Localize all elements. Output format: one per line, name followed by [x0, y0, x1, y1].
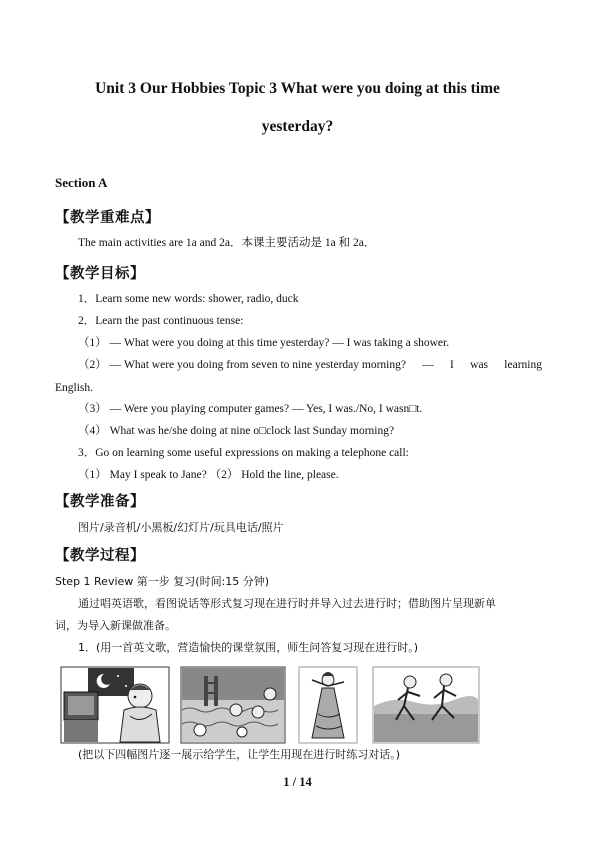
preparation-text: 图片/录音机/小黑板/幻灯片/玩具电话/照片	[78, 521, 284, 534]
illustrations-caption: (把以下四幅图片逐一展示给学生，让学生用现在进行时练习对话。)	[78, 748, 401, 761]
objective-item-1: 1．Learn some new words: shower, radio, duck	[78, 293, 299, 305]
swimming-pool-picture	[180, 666, 286, 744]
objective-sub-2-part: I	[450, 359, 454, 371]
objective-sub-5: （1） May I speak to Jane? （2） Hold the line, please.	[78, 469, 339, 481]
objective-item-3: 3．Go on learning some useful expressions on making a telephone call:	[78, 447, 409, 459]
heading-key-points: 【教学重难点】	[55, 210, 160, 226]
children-running-picture	[372, 666, 480, 744]
page-number: 1 / 14	[283, 775, 312, 789]
heading-objectives: 【教学目标】	[55, 266, 145, 282]
objective-sub-2	[78, 358, 542, 373]
objective-sub-2-part: —	[422, 359, 434, 371]
objective-sub-2-part: was	[470, 359, 489, 371]
illustrations-row	[60, 666, 480, 744]
process-paragraph-line2: 词，为导入新课做准备。	[55, 619, 176, 632]
document-title-line1: Unit 3 Our Hobbies Topic 3 What were you doing at this time	[95, 80, 500, 97]
boy-watching-tv-picture	[60, 666, 170, 744]
document-title-line2: yesterday?	[261, 118, 334, 135]
objective-sub-3: （3） — Were you playing computer games? — Yes, I was./No, I wasn□t.	[78, 403, 423, 415]
process-item-1: 1．(用一首英文歌，营造愉快的课堂氛围，师生问答复习现在进行时。)	[78, 641, 419, 654]
objective-sub-2-part: learning	[504, 359, 542, 371]
objective-sub-2-part: （2） — What were you doing from seven to nine yesterday morning?	[78, 359, 406, 371]
objective-sub-2-continued: English.	[55, 382, 94, 394]
section-heading: Section A	[55, 175, 108, 190]
girl-dancing-picture	[298, 666, 358, 744]
key-points-text: The main activities are 1a and 2a．本课主要活动是 1a 和 2a．	[78, 237, 376, 249]
heading-process: 【教学过程】	[55, 548, 145, 564]
objective-sub-4: （4） What was he/she doing at nine o□clock last Sunday morning?	[78, 425, 395, 437]
objective-sub-1: （1） — What were you doing at this time yesterday? — I was taking a shower.	[78, 337, 450, 349]
process-paragraph-line1: 通过唱英语歌，看图说话等形式复习现在进行时并导入过去进行时；借助图片呈现新单	[78, 597, 496, 610]
heading-preparation: 【教学准备】	[55, 494, 145, 510]
objective-item-2: 2．Learn the past continuous tense:	[78, 315, 244, 327]
step-1-review: Step 1 Review 第一步 复习(时间:15 分钟)	[55, 575, 270, 588]
